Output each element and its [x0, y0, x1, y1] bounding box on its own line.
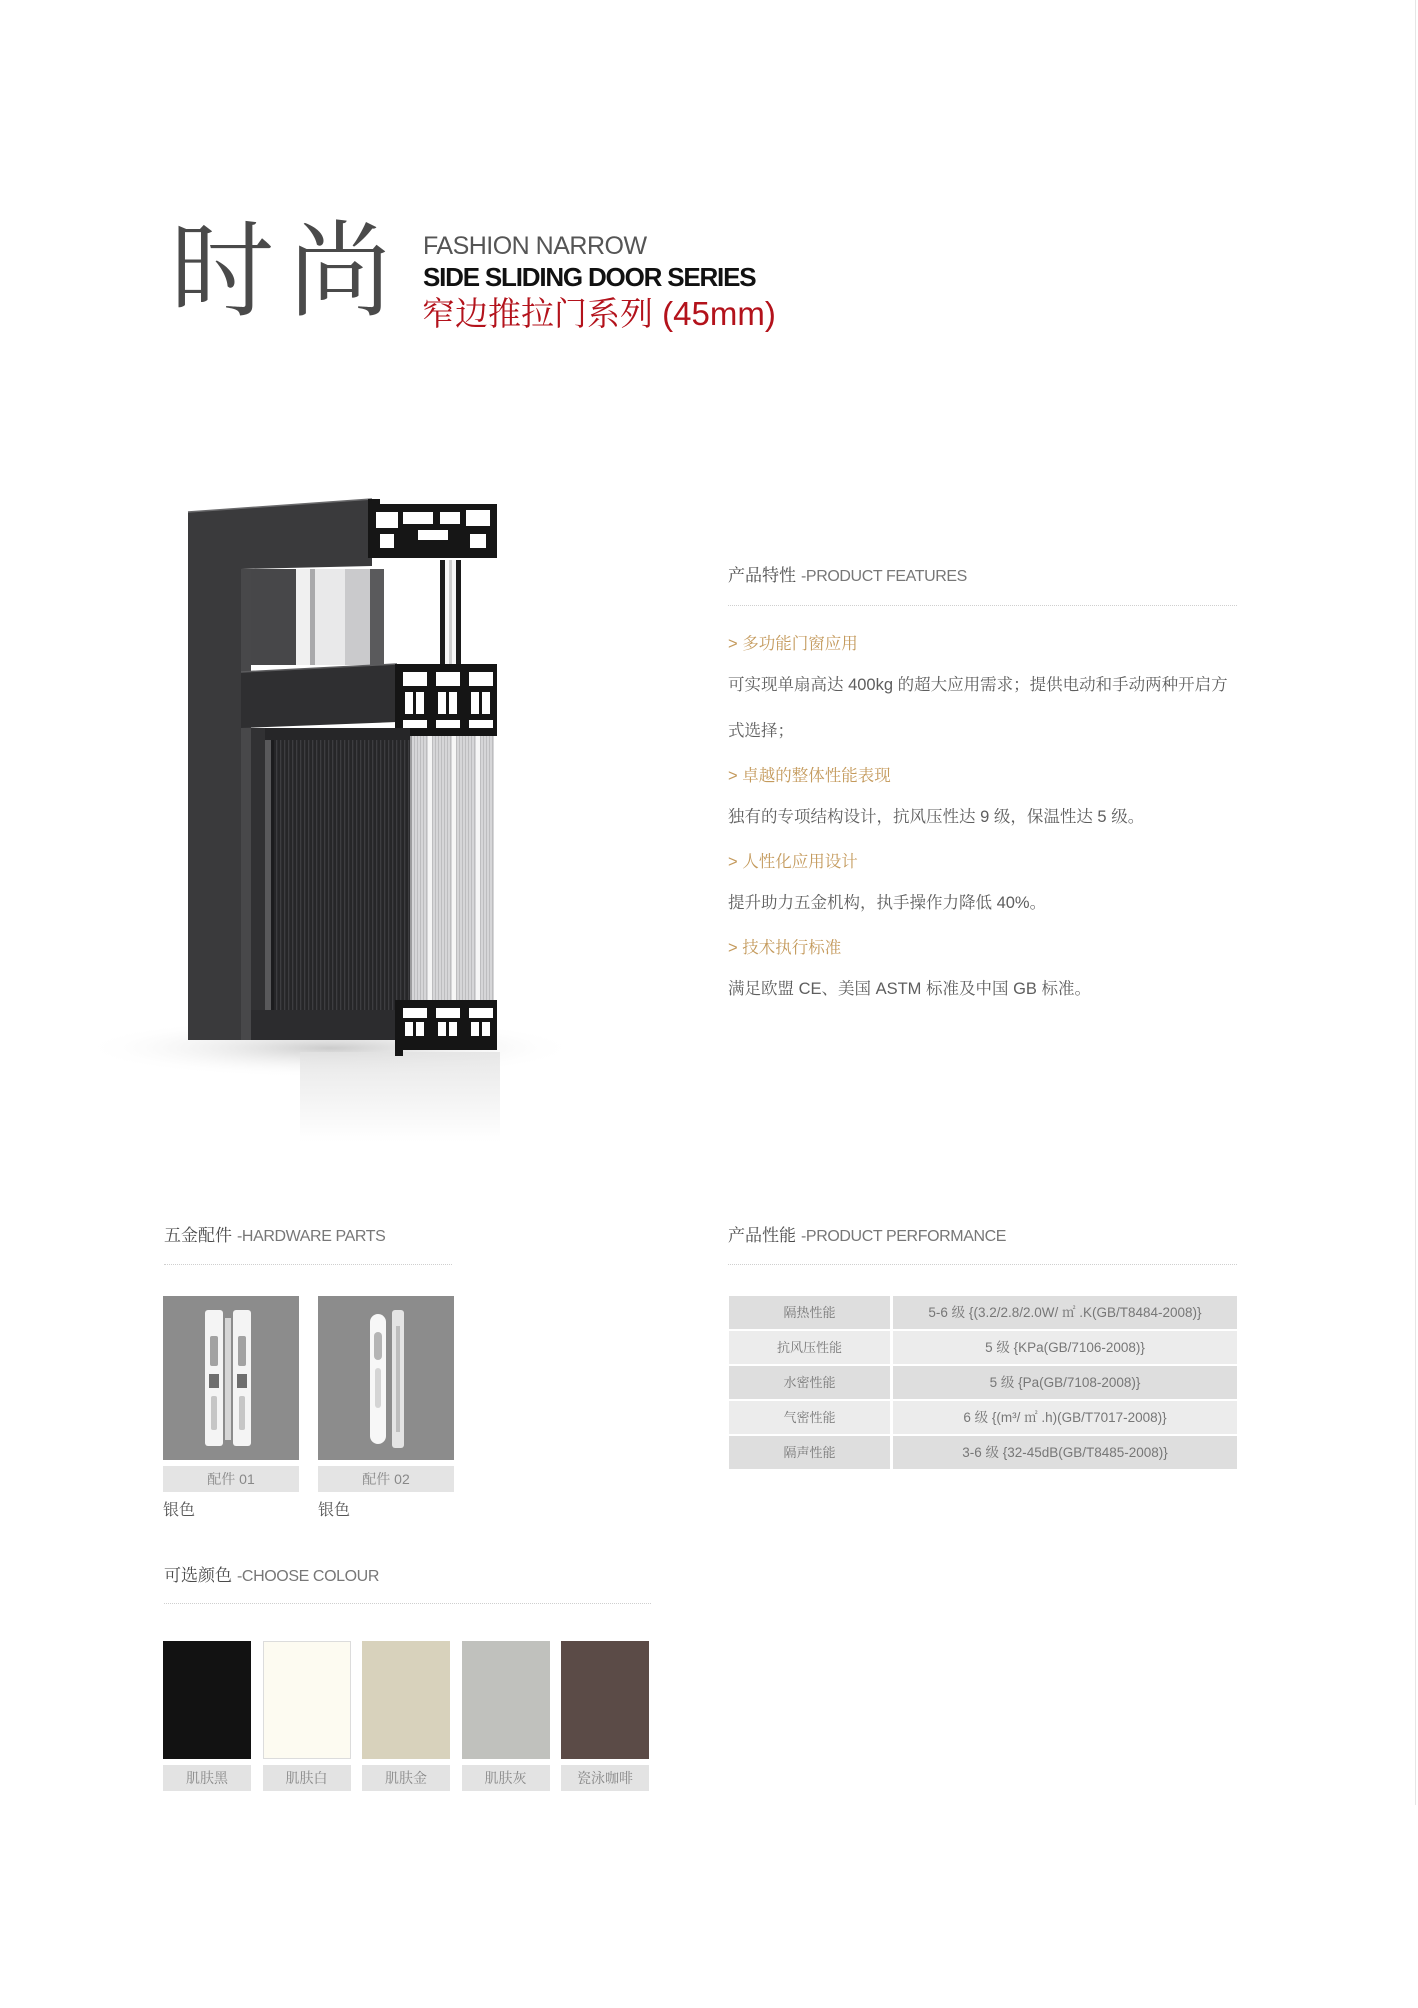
features-heading-en: -PRODUCT FEATURES [801, 568, 967, 585]
swatch-label: 肌肤黑 [163, 1765, 251, 1791]
table-row [729, 1401, 1237, 1434]
features-heading [728, 564, 967, 589]
performance-heading-en: -PRODUCT PERFORMANCE [801, 1228, 1007, 1245]
swatch-color [362, 1641, 450, 1759]
swatch-label: 肌肤金 [362, 1765, 450, 1791]
feature-text: 满足欧盟 CE、美国 ASTM 标准及中国 GB 标准。 [728, 980, 1092, 998]
door-handle-pair-icon [163, 1296, 299, 1460]
lower-sash [251, 728, 410, 1040]
performance-value: 5-6 级 {(3.2/2.8/2.0W/ ㎡ .K(GB/T8484-2008)} [893, 1296, 1237, 1329]
glass-panels [410, 736, 494, 1006]
door-lock-handle-icon [318, 1296, 454, 1460]
feature-item [728, 631, 1236, 754]
door-profile-illustration [80, 480, 640, 1180]
performance-name: 抗风压性能 [729, 1331, 890, 1364]
hardware-heading-cn: 五金配件 [164, 1226, 232, 1245]
features-divider [728, 605, 1237, 606]
series-title-cn: 时尚 [170, 214, 407, 330]
performance-name: 隔热性能 [729, 1296, 890, 1329]
upper-glass-area [251, 569, 384, 665]
feature-title: > 多功能门窗应用 [728, 635, 858, 653]
colour-swatch [163, 1641, 251, 1791]
colour-heading [164, 1564, 379, 1589]
page-edge-line [1415, 0, 1416, 1805]
top-profile-section [368, 499, 497, 558]
performance-value: 3-6 级 {32-45dB(GB/T8485-2008)} [893, 1436, 1237, 1469]
colour-divider [164, 1603, 651, 1604]
performance-name: 隔声性能 [729, 1436, 890, 1469]
performance-value: 5 级 {Pa(GB/7108-2008)} [893, 1366, 1237, 1399]
table-row [729, 1331, 1237, 1364]
colour-swatch [462, 1641, 550, 1791]
feature-title: > 技术执行标准 [728, 939, 842, 957]
swatch-label: 瓷泳咖啡 [561, 1765, 649, 1791]
features-list [728, 631, 1236, 1021]
colour-swatch [362, 1641, 450, 1791]
hardware-part-02 [318, 1296, 454, 1523]
series-title-en-line2: SIDE SLIDING DOOR SERIES [423, 262, 756, 292]
hardware-heading [164, 1224, 385, 1249]
performance-name: 水密性能 [729, 1366, 890, 1399]
features-heading-cn: 产品特性 [728, 566, 796, 585]
table-row [729, 1296, 1237, 1329]
feature-item [728, 935, 1236, 1012]
series-subtitle-cn: 窄边推拉门系列 (45mm) [422, 295, 776, 332]
hardware-part-color: 银色 [163, 1502, 196, 1519]
feature-title: > 人性化应用设计 [728, 853, 858, 871]
swatch-color [561, 1641, 649, 1759]
performance-name: 气密性能 [729, 1401, 890, 1434]
swatch-label: 肌肤灰 [462, 1765, 550, 1791]
performance-divider [728, 1264, 1237, 1265]
hardware-heading-en: -HARDWARE PARTS [237, 1228, 386, 1245]
feature-text: 独有的专项结构设计，抗风压性达 9 级，保温性达 5 级。 [728, 808, 1145, 826]
feature-title: > 卓越的整体性能表现 [728, 767, 891, 785]
colour-swatch [561, 1641, 649, 1791]
swatch-label: 肌肤白 [263, 1765, 351, 1791]
colour-swatches [163, 1641, 649, 1791]
performance-value: 6 级 {(m³/ ㎡ .h)(GB/T7017-2008)} [893, 1401, 1237, 1434]
hardware-part-label: 配件 01 [163, 1466, 299, 1492]
hardware-divider [164, 1264, 452, 1265]
table-row [729, 1436, 1237, 1469]
middle-profile-section [395, 664, 497, 736]
swatch-color [462, 1641, 550, 1759]
swatch-color [163, 1641, 251, 1759]
colour-heading-cn: 可选颜色 [164, 1566, 232, 1585]
series-title-en-line1: FASHION NARROW [423, 232, 647, 260]
table-row [729, 1366, 1237, 1399]
hardware-part-color: 银色 [318, 1502, 351, 1519]
bottom-profile-section [395, 1000, 497, 1056]
feature-text: 提升助力五金机构，执手操作力降低 40%。 [728, 894, 1047, 912]
feature-item [728, 763, 1236, 840]
feature-text: 可实现单扇高达 400kg 的超大应用需求；提供电动和手动两种开启方式选择； [728, 676, 1228, 740]
colour-heading-en: -CHOOSE COLOUR [237, 1568, 379, 1585]
hardware-part-label: 配件 02 [318, 1466, 454, 1492]
performance-heading [728, 1224, 1006, 1249]
performance-value: 5 级 {KPa(GB/7106-2008)} [893, 1331, 1237, 1364]
performance-heading-cn: 产品性能 [728, 1226, 796, 1245]
interlock-stems [440, 560, 461, 665]
feature-item [728, 849, 1236, 926]
performance-table [729, 1296, 1237, 1471]
hardware-part-01 [163, 1296, 299, 1523]
middle-rail [241, 664, 397, 728]
swatch-color [263, 1641, 351, 1759]
colour-swatch [263, 1641, 351, 1791]
